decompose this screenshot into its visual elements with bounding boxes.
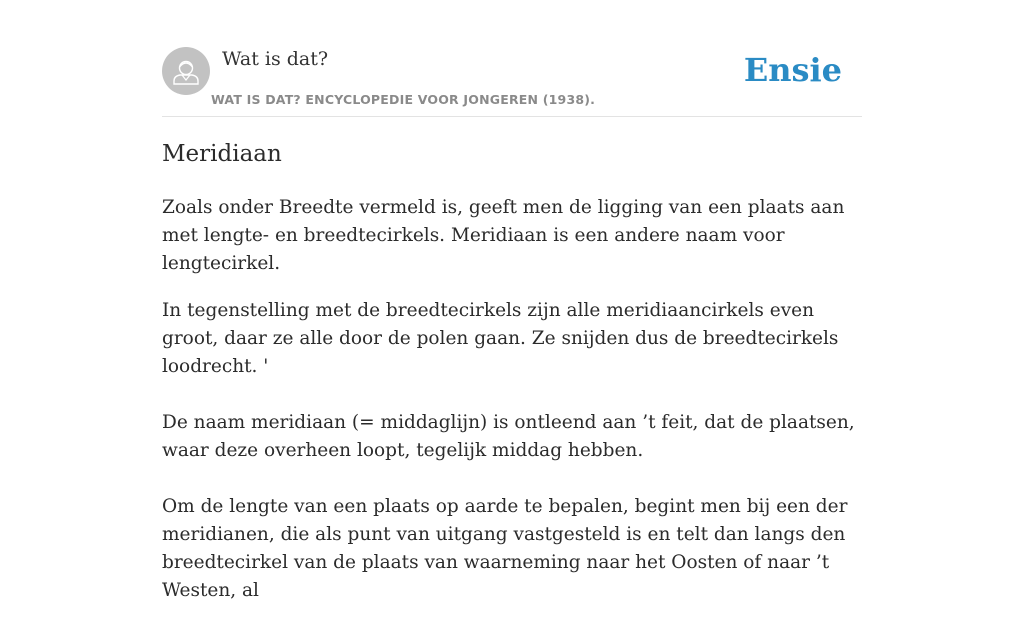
source-subtitle[interactable]: WAT IS DAT? ENCYCLOPEDIE VOOR JONGEREN (1938). xyxy=(211,92,596,107)
user-silhouette-icon xyxy=(162,47,210,95)
brand-logo[interactable]: Ensie xyxy=(743,51,842,89)
article-content xyxy=(162,136,867,624)
entry-title: Meridiaan xyxy=(162,141,282,167)
paragraph: De naam meridiaan (= middaglijn) is ontleend aan ’t feit, dat de plaatsen, waar deze overheen loopt, tegelijk middag hebben. xyxy=(162,412,855,461)
paragraph: Zoals onder Breedte vermeld is, geeft men de ligging van een plaats aan met lengte- en breedtecirkels. Meridiaan is een andere naam voor lengtecirkel. xyxy=(162,197,845,274)
avatar[interactable] xyxy=(162,47,210,95)
source-header xyxy=(162,46,862,117)
source-title[interactable]: Wat is dat? xyxy=(222,48,329,70)
paragraph: In tegenstelling met de breedtecirkels zijn alle meridiaancirkels even groot, daar ze alle door de polen gaan. Ze snijden dus de breedtecirkels loodrecht. ' xyxy=(162,300,839,377)
paragraph: Om de lengte van een plaats op aarde te bepalen, begint men bij een der meridianen, die als punt van uitgang vastgesteld is en telt dan langs den breedtecirkel van de plaats van waarneming naar het Oosten of naar ’t Westen, al xyxy=(162,496,848,601)
